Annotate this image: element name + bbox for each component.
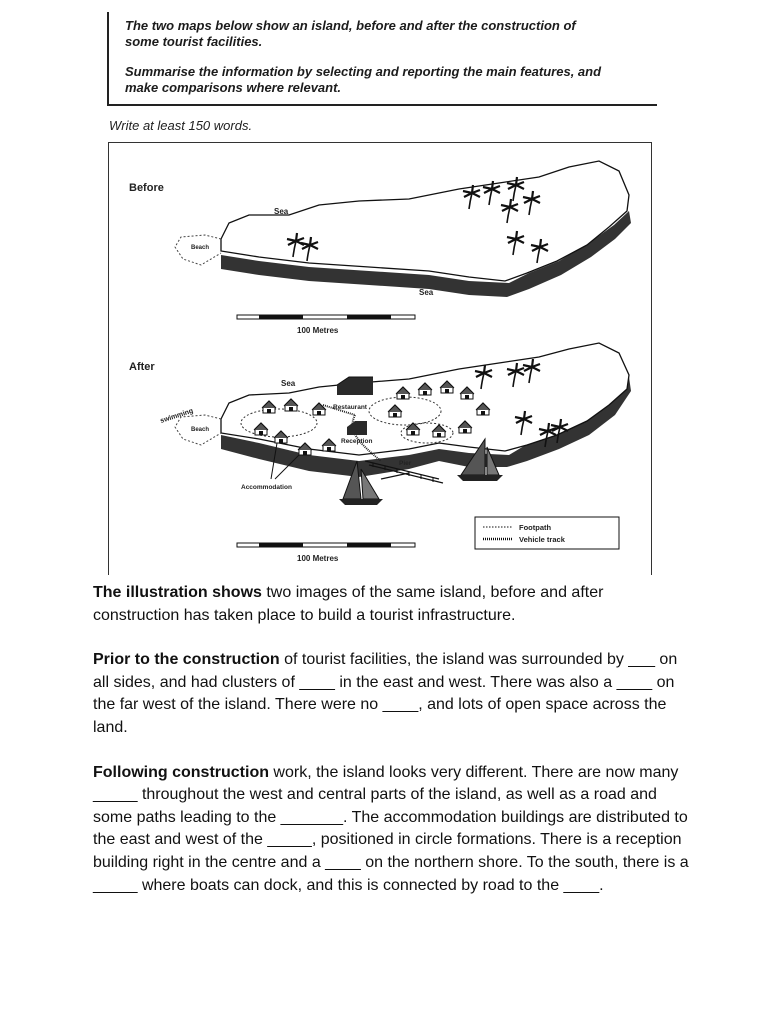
paragraph-1 (93, 582, 693, 627)
paragraph-1-lead: The illustration shows (93, 584, 262, 601)
legend (475, 517, 619, 549)
reception-label: Reception (341, 438, 373, 445)
task-line-3: Summarise the information by selecting and reporting the main features, and (125, 64, 602, 79)
after-scale-label: 100 Metres (297, 554, 339, 563)
legend-vehicle-track-label: Vehicle track (519, 535, 565, 544)
swimming-label: swimming (159, 407, 195, 425)
task-line-4: make comparisons where relevant. (125, 80, 342, 95)
word-count-instruction: Write at least 150 words. (109, 118, 253, 133)
after-beach-label: Beach (191, 427, 210, 433)
legend-footpath-label: Footpath (519, 523, 552, 532)
before-title: Before (129, 182, 164, 194)
paragraph-3 (93, 762, 693, 898)
before-scale-label: 100 Metres (297, 326, 339, 335)
pier-label: Pier (399, 460, 412, 467)
before-scale-bar (237, 315, 415, 319)
before-sea-bottom-label: Sea (419, 288, 434, 297)
task-box (107, 12, 657, 106)
island-maps (109, 143, 651, 575)
after-title: After (129, 361, 155, 373)
restaurant-label: Restaurant (333, 404, 367, 411)
task-line-1: The two maps below show an island, before and after the construction of (125, 18, 576, 33)
after-scale-bar (237, 543, 415, 547)
accommodation-label: Accommodation (241, 484, 292, 491)
before-beach-label: Beach (191, 245, 210, 251)
after-sea-label: Sea (281, 379, 296, 388)
paragraph-3-text: work, the island looks very different. There are now many _____ throughout the west and central parts of the island, as well as a road and some paths leading to the _______. The accommodation buildings are distributed to the east and west of the _____, positioned in circle formations. There is a reception building right in the centre and a ____ on the northern shore. To the south, there is a _____ where boats can dock, and this is connected by road to the ____. (93, 763, 689, 894)
paragraph-2-lead: Prior to the construction (93, 651, 280, 669)
answer-passage (93, 582, 693, 919)
before-sea-top-label: Sea (274, 207, 289, 216)
paragraph-3-lead: Following construction (93, 763, 269, 781)
paragraph-2 (93, 649, 693, 739)
after-map (129, 343, 631, 563)
map-figure (108, 142, 652, 575)
task-line-2: some tourist facilities. (125, 34, 263, 49)
before-map (129, 161, 631, 335)
restaurant-building (337, 377, 373, 395)
paragraph-2-text: of tourist facilities, the island was surrounded by ___ on all sides, and had clusters of ____ in the east and west. There was also a ____ on the far west of the island. There were no ____, and lots of open space across the land. (93, 651, 678, 736)
paragraph-1-text: two images of the same island, before and after construction has taken place to build a tourist infrastructure. (93, 584, 604, 624)
